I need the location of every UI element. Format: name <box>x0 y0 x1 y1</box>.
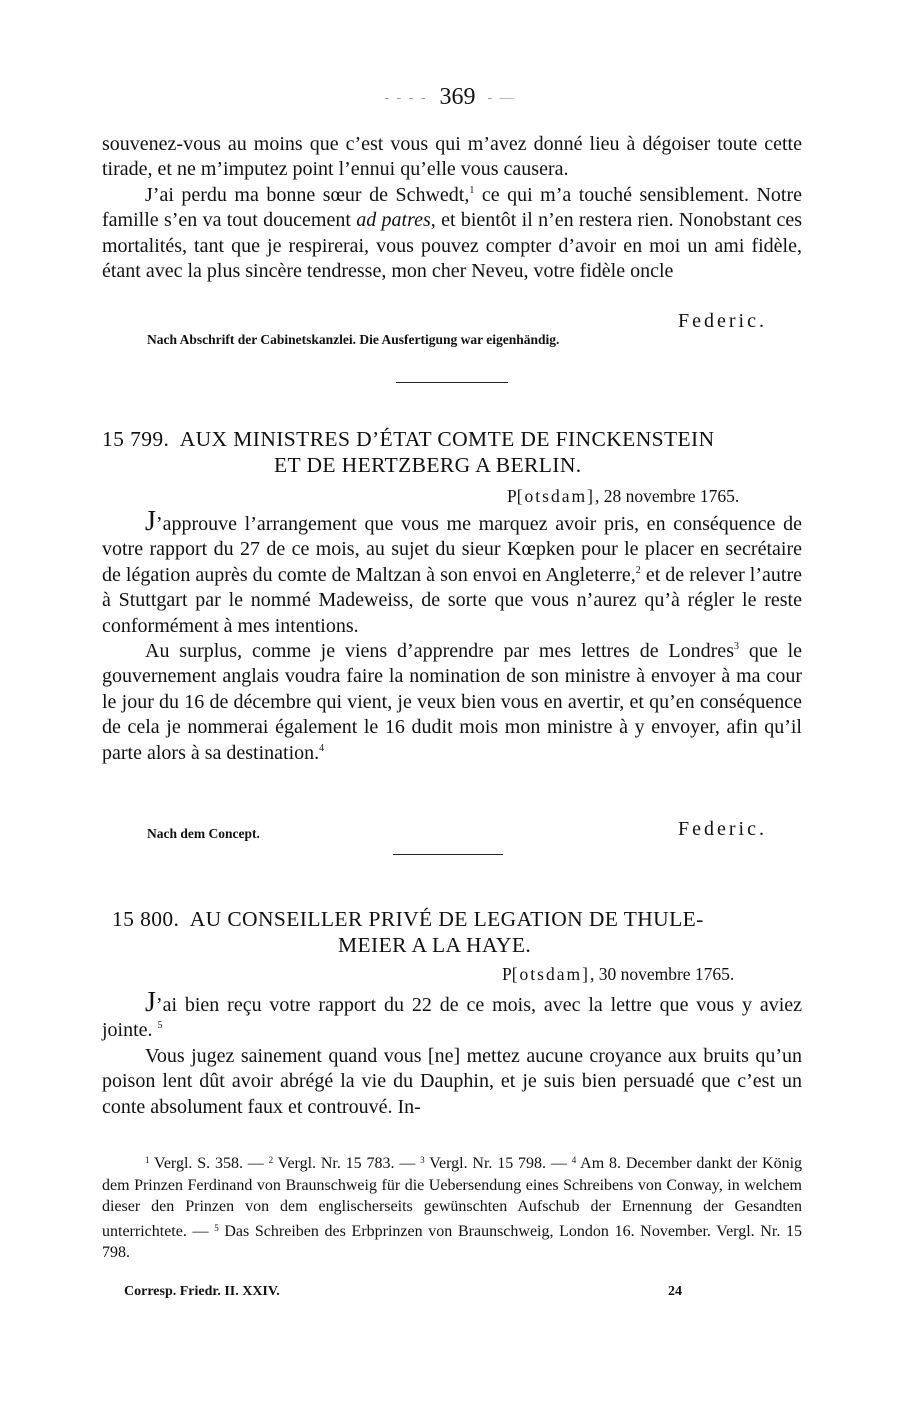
footnote-ref-3: 3 <box>733 641 739 653</box>
signature-federic-1: Federic. <box>678 310 767 332</box>
letter1-paragraph-1: J’approuve l’arrangement que vous me marquez avoir pris, en conséquence de votre rapport du 27 de ce mois, au sujet du sieur Kœpken pour le placer en secrétaire de légation auprès du comte de Maltzan à son envoi en Angleterre,$^2$ et de relever l’autre à Stuttgart par le nommé Madeweiss, de sorte que vous n’aurez qu’à régler le reste conformément à mes intentions. <box>102 506 802 637</box>
signature-mark: 24 <box>668 1284 682 1299</box>
continuation-paragraph-1: souvenez-vous au moins que c’est vous qui m’avez donné lieu à dégoiser toute cette tirade, et ne m’imputez point l’ennui qu’elle vous causera. <box>102 133 802 181</box>
page-number: 369 <box>439 84 476 110</box>
letter-number-15800: 15 800. <box>112 907 180 931</box>
page-number-line <box>0 84 900 111</box>
page-number-dashes-left: - - - - <box>384 90 428 106</box>
footnote-ref-2: 2 <box>635 564 641 576</box>
letter-heading-15800 <box>112 906 802 958</box>
footnote-ref-1: 1 <box>469 184 475 196</box>
letter1-paragraph-2: Au surplus, comme je viens d’apprendre par mes lettres de Londres$^3$ que le gouvernement anglais voudra faire la nomination de son ministre à envoyer à ma cour le jour du 16 de décembre qui vient, je veux bien vous en avertir, et qu’en conséquence de cela je nommerai également le 16 dudit mois mon ministre à y envoyer, afin qu’il parte alors à sa destination.$^4$ <box>102 640 803 764</box>
section-divider-1 <box>396 382 508 383</box>
continuation-text <box>102 132 802 284</box>
letter-heading-15799 <box>102 426 802 478</box>
letter2-paragraph-1: J’ai bien reçu votre rapport du 22 de ce mois, avec la lettre que vous y aviez jointe. $^5$ <box>102 987 802 1042</box>
source-note-2: Nach dem Concept. <box>147 826 260 841</box>
page-number-dashes-right: - — <box>487 90 516 106</box>
italic-ad-patres: ad patres <box>356 209 431 232</box>
letter-body-15800 <box>102 987 802 1120</box>
place-date-15800: P[otsdam], 30 novembre 1765. <box>502 964 735 984</box>
letter-heading-line1: AUX MINISTRES D’ÉTAT COMTE DE FINCKENSTEIN <box>179 427 715 451</box>
publication-reference: Corresp. Friedr. II. XXIV. <box>124 1284 280 1299</box>
letter2-paragraph-2: Vous jugez sainement quand vous [ne] mettez aucune croyance aux bruits qu’un poison lent dût avoir abrégé la vie du Dauphin, et je suis bien persuadé que c’est un conte absolument faux et controuvé. In- <box>102 1044 802 1118</box>
footnote-ref-4: 4 <box>319 742 325 754</box>
letter-body-15799 <box>102 506 803 766</box>
section-divider-2 <box>393 854 503 855</box>
drop-cap-j: J <box>145 506 156 537</box>
signature-federic-2: Federic. <box>678 818 767 840</box>
letter-heading-line2: ET DE HERTZBERG A BERLIN. <box>274 453 582 477</box>
footnotes <box>102 1150 802 1264</box>
source-note-1: Nach Abschrift der Cabinetskanzlei. Die Ausfertigung war eigenhändig. <box>147 332 560 347</box>
footnote-block: $^1$ Vergl. S. 358. — $^2$ Vergl. Nr. 15 783. — $^3$ Vergl. Nr. 15 798. — $^4$ Am 8. December dankt der König dem Prinzen Ferdinand von Braunschweig für die Uebersendung eines Schreibens von Conway, in welchem dieser den Prinzen von dem englischerseits gewünschten Aufschub der Ernennung der Gesandten unterrichtete. — $^5$ Das Schreiben des Erbprinzen von Braunschweig, London 16. November. Vergl. Nr. 15 798. <box>102 1155 803 1261</box>
continuation-paragraph-2: J’ai perdu ma bonne sœur de Schwedt,$^1$ ce qui m’a touché sensiblement. Notre famille s’en va tout doucement ad patres, et bientôt il n’en restera rien. Nonobstant ces mortalités, tant que je respirerai, vous pouvez compter d’avoir en moi un ami fidèle, étant avec la plus sincère tendresse, mon cher Neveu, votre fidèle oncle <box>102 183 802 283</box>
letter2-heading-line2: MEIER A LA HAYE. <box>338 933 532 957</box>
footnote-ref-5: 5 <box>157 1020 163 1032</box>
drop-cap-j-2: J <box>145 987 156 1018</box>
letter2-heading-line1: AU CONSEILLER PRIVÉ DE LEGATION DE THULE- <box>189 907 704 931</box>
place-date-15799: P[otsdam], 28 novembre 1765. <box>507 486 740 506</box>
letter-number-15799: 15 799. <box>102 427 170 451</box>
